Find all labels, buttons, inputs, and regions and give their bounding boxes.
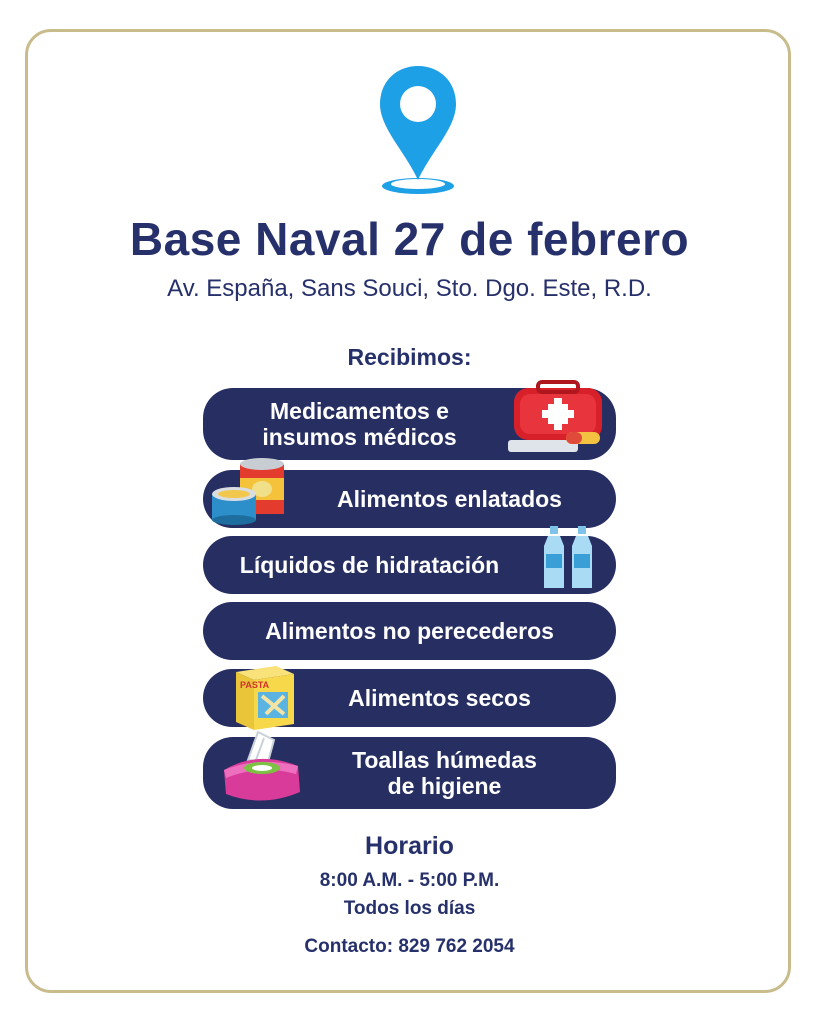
item-label: Líquidos de hidratación — [239, 552, 500, 578]
schedule-hours: 8:00 A.M. - 5:00 P.M. — [319, 870, 500, 891]
item-label-line1: Medicamentos e — [270, 398, 449, 424]
pasta-label: PASTA — [240, 680, 270, 690]
location-title: Base Naval 27 de febrero — [129, 213, 690, 265]
item-label: Alimentos secos — [348, 685, 531, 711]
contact-phone: Contacto: 829 762 2054 — [304, 936, 515, 957]
item-label-line2: insumos médicos — [262, 424, 457, 450]
schedule-days: Todos los días — [343, 898, 476, 919]
pasta-box-icon — [232, 662, 298, 732]
item-label: Alimentos enlatados — [337, 486, 562, 512]
first-aid-kit-icon — [508, 380, 608, 458]
receive-heading: Recibimos: — [347, 344, 472, 370]
wet-wipes-icon — [218, 730, 304, 806]
water-bottles-icon — [544, 526, 606, 592]
item-label: Alimentos no perecederos — [265, 618, 554, 644]
item-label-line1: Toallas húmedas — [352, 747, 537, 773]
schedule-heading: Horario — [365, 832, 454, 860]
list-item-non-perishable — [203, 602, 616, 660]
item-label-line2: de higiene — [387, 773, 502, 799]
location-pin-icon — [374, 62, 462, 198]
canned-food-icon — [208, 458, 290, 526]
location-address: Av. España, Sans Souci, Sto. Dgo. Este, R.D. — [167, 275, 652, 302]
